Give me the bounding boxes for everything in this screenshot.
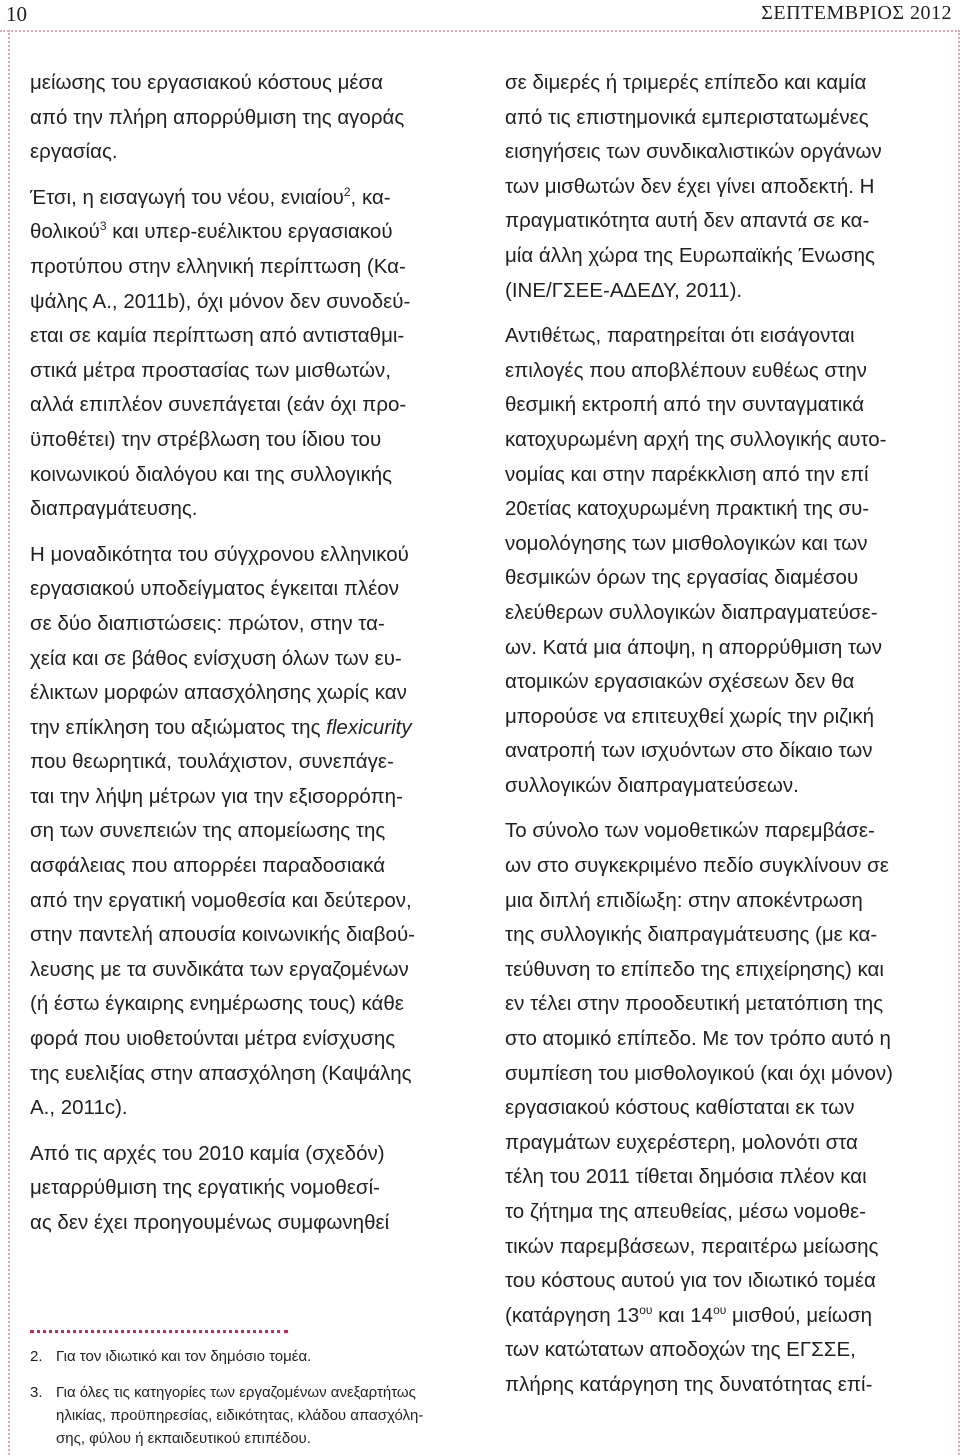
footnote-2	[30, 1345, 480, 1368]
text-line: το ζήτημα της απευθείας, μέσω νομοθε-	[505, 1200, 867, 1223]
text-line: στην παντελή απουσία κοινωνικής διαβού-	[30, 923, 415, 947]
text-line: Α., 2011c).	[30, 1096, 128, 1120]
text-line: από την πλήρη απορρύθμιση της αγοράς	[30, 105, 405, 129]
text-line: φορά που υιοθετούνται μέτρα ενίσχυσης	[30, 1027, 396, 1051]
text-line: τέλη του 2011 τίθεται δημόσια πλέον και	[505, 1165, 867, 1189]
paragraph	[505, 814, 953, 1402]
text-line: που θεωρητικά, τουλάχιστον, συνεπάγε-	[30, 750, 394, 774]
footnote-text: ηλικίας, προϋπηρεσίας, ειδικότητας, κλάδου απασχόλη-	[56, 1407, 424, 1424]
text-line: συμπίεση του μισθολογικού (και όχι μόνον)	[505, 1061, 893, 1085]
text-line: Η μοναδικότητα του σύγχρονου ελληνικού	[30, 542, 409, 566]
text-line: επιλογές που αποβλέπουν ευθέως στην	[505, 358, 867, 382]
text-line: μείωσης του εργασιακού κόστους μέσα	[30, 71, 384, 94]
text-line: την επίκληση του αξιώματος της flexicurity	[30, 715, 412, 739]
text-line: ση των συνεπειών της απομείωσης της	[30, 819, 386, 843]
text-line: ται την λήψη μέτρων για την εξισορρόπη-	[30, 784, 403, 808]
text-line: πλήρης κατάργηση της δυνατότητας επί-	[505, 1372, 873, 1396]
text-line: πραγμάτων ευχερέστερη, μολονότι στα	[505, 1130, 858, 1154]
running-head: ΣΕΠΤΕΜΒΡΙΟΣ 2012	[761, 2, 952, 24]
paragraph	[505, 319, 953, 803]
page-number: 10	[6, 2, 27, 26]
header-rule	[0, 30, 960, 32]
text-line: εργασιακού υποδείγματος έγκειται πλέον	[30, 577, 399, 601]
right-column	[505, 66, 953, 1403]
footnote-number: 3.	[30, 1384, 43, 1401]
text-line: ελεύθερων συλλογικών διαπραγματεύσε-	[505, 600, 878, 624]
text-line: (ΙΝΕ/ΓΣΕΕ-ΑΔΕΔΥ, 2011).	[505, 278, 743, 302]
text-line: Αντιθέτως, παρατηρείται ότι εισάγονται	[505, 324, 855, 348]
text-line: θολικού$^3$ και υπερ-ευέλικτου εργασιακού	[30, 219, 393, 244]
ordinal-suffix: ου	[713, 1302, 727, 1317]
text-line: από τις επιστημονικά εμπεριστατωμένες	[505, 105, 869, 129]
text-line: αλλά επιπλέον συνεπάγεται (εάν όχι προ-	[30, 393, 407, 417]
text-line: της συλλογικής διαπραγμάτευσης (με κα-	[505, 923, 878, 947]
paragraph	[30, 66, 480, 170]
text-line: τεύθυνση το επίπεδο της επιχείρησης) και	[505, 957, 884, 981]
footnote-number: 2.	[30, 1348, 43, 1365]
text-line: ανατροπή των ισχυόντων στο δίκαιο των	[505, 739, 873, 763]
text-line: Το σύνολο των νομοθετικών παρεμβάσε-	[505, 819, 875, 843]
text-line: εισηγήσεις των συνδικαλιστικών οργάνων	[505, 140, 882, 164]
text-line: προτύπου στην ελληνική περίπτωση (Κα-	[30, 254, 406, 278]
text-line: τικών παρεμβάσεων, περαιτέρω μείωσης	[505, 1234, 879, 1258]
footnote-ref: 3	[99, 219, 107, 234]
text-line: μπορούσε να επιτευχθεί χωρίς την ριζική	[505, 704, 874, 728]
text-line: (κατάργηση $13^{o\upsilon}$ και $14^{o\upsilon}$ μισθού, μείωση	[505, 1302, 872, 1327]
text-line: 20ετίας κατοχυρωμένη πρακτική της συ-	[505, 497, 870, 521]
text-line: νομίας και στην παρέκκλιση από την επί	[505, 462, 869, 486]
footnote-3	[30, 1381, 480, 1450]
text-line: εργασίας.	[30, 140, 118, 164]
text-line: εν τέλει στην προοδευτική μετατόπιση της	[505, 992, 884, 1016]
text-line: εται σε καμία περίπτωση από αντισταθμι-	[30, 324, 405, 348]
text-line: έλικτων μορφών απασχόλησης χωρίς καν	[30, 681, 407, 705]
left-edge-rule	[8, 30, 10, 1455]
text-line: Από τις αρχές του 2010 καμία (σχεδόν)	[30, 1141, 385, 1165]
ordinal-suffix: ου	[639, 1302, 653, 1317]
text-line: διαπραγμάτευσης.	[30, 497, 198, 521]
text-line: ασφάλειας που απορρέει παραδοσιακά	[30, 854, 386, 878]
text-line: κατοχυρωμένη αρχή της συλλογικής αυτο-	[505, 427, 887, 451]
text-line: ψάλης Α., 2011b), όχι μόνον δεν συνοδεύ-	[30, 289, 411, 313]
text-line: ων στο συγκεκριμένο πεδίο συγκλίνουν σε	[505, 854, 889, 878]
text-line: ατομικών εργασιακών σχέσεων δεν θα	[505, 670, 855, 694]
paragraph	[30, 181, 480, 527]
footnote-separator	[30, 1330, 288, 1333]
left-column	[30, 66, 480, 1241]
text-line: μια διπλή επιδίωξη: στην αποκέντρωση	[505, 888, 863, 912]
text-line: σε δύο διαπιστώσεις: πρώτον, στην τα-	[30, 611, 385, 635]
text-line: νομολόγησης των μισθολογικών και των	[505, 531, 868, 555]
text-line: λευσης με τα συνδικάτα των εργαζομένων	[30, 957, 409, 981]
text-line: σε διμερές ή τριμερές επίπεδο και καμία	[505, 71, 867, 94]
footnote-ref: 2	[343, 184, 351, 199]
text-line: θεσμική εκτροπή από την συνταγματικά	[505, 393, 865, 417]
text-line: ϋποθέτει) την στρέβλωση του ίδιου του	[30, 427, 382, 451]
text-line: (ή έστω έγκαιρης ενημέρωσης τους) κάθε	[30, 992, 404, 1016]
paragraph	[30, 1137, 480, 1241]
text-line: Έτσι, η εισαγωγή του νέου, ενιαίου$^2$, κα-	[30, 184, 391, 209]
text-line: κοινωνικού διαλόγου και της συλλογικής	[30, 462, 393, 486]
text-line: θεσμικών όρων της εργασίας διαμέσου	[505, 566, 859, 590]
text-line: από την εργατική νομοθεσία και δεύτερον,	[30, 888, 412, 912]
text-line: των μισθωτών δεν έχει γίνει αποδεκτή. Η	[505, 174, 875, 198]
text-line: των κατώτατων αποδοχών της ΕΓΣΣΕ,	[505, 1338, 856, 1362]
footnote-text: σης, φύλου ή εκπαιδευτικού επιπέδου.	[56, 1430, 311, 1447]
text-line: στο ατομικό επίπεδο. Με τον τρόπο αυτό η	[505, 1027, 891, 1051]
text-line: εργασιακού κόστους καθίσταται εκ των	[505, 1096, 855, 1120]
text-line: στικά μέτρα προστασίας των μισθωτών,	[30, 358, 391, 382]
footnote-text: Για όλες τις κατηγορίες των εργαζομένων ανεξαρτήτως	[56, 1384, 416, 1401]
paragraph	[30, 538, 480, 1126]
paragraph	[505, 66, 953, 308]
text-line: του κόστους αυτού για τον ιδιωτικό τομέα	[505, 1269, 876, 1293]
text-line: ας δεν έχει προηγουμένως συμφωνηθεί	[30, 1211, 390, 1234]
text-line: μία άλλη χώρα της Ευρωπαϊκής Ένωσης	[505, 243, 875, 267]
text-line: συλλογικών διαπραγματεύσεων.	[505, 773, 799, 797]
footnote-text: Για τον ιδιωτικό και τον δημόσιο τομέα.	[56, 1348, 312, 1365]
text-line: ων. Κατά μια άποψη, η απορρύθμιση των	[505, 635, 883, 659]
text-line: μεταρρύθμιση της εργατικής νομοθεσί-	[30, 1176, 380, 1200]
text-line: χεία και σε βάθος ενίσχυση όλων των ευ-	[30, 646, 402, 670]
text-line: της ευελιξίας στην απασχόληση (Καψάλης	[30, 1061, 412, 1085]
emphasis: flexicurity	[326, 715, 412, 739]
text-line: πραγματικότητα αυτή δεν απαντά σε κα-	[505, 209, 870, 233]
